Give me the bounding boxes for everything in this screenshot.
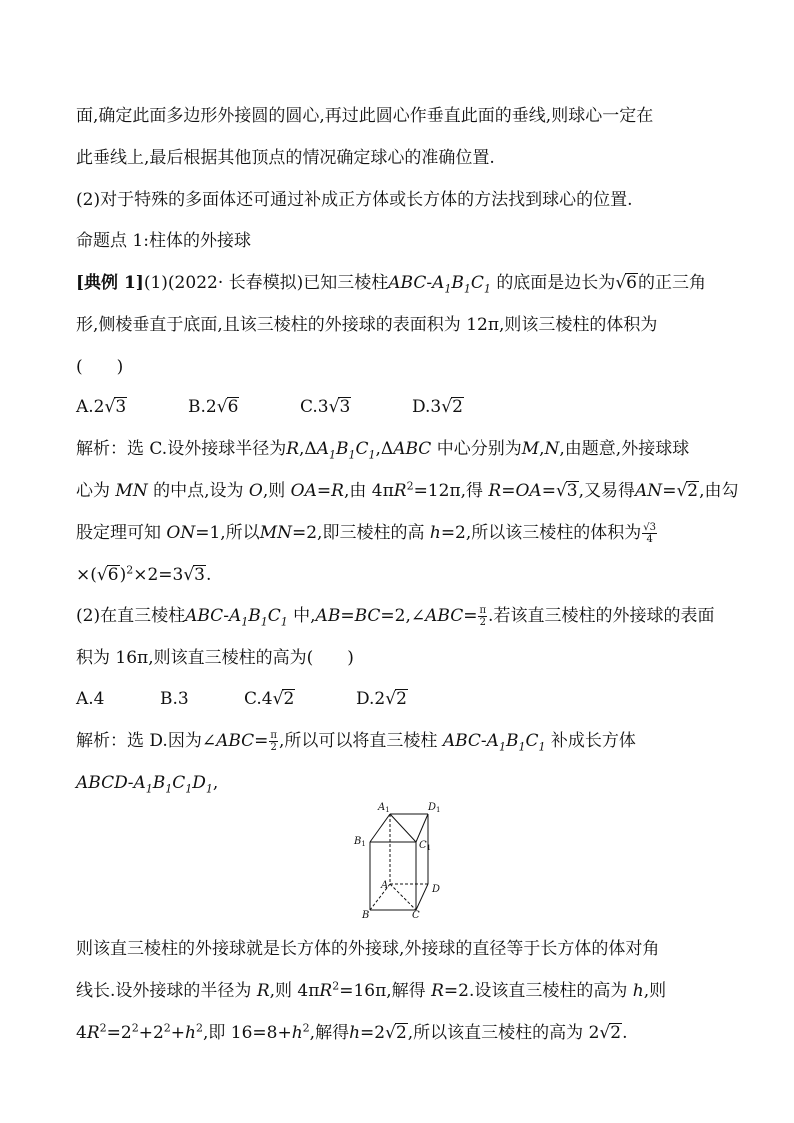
option-a: A.4 — [76, 689, 105, 709]
section-heading — [76, 229, 251, 253]
option-b: B.3 — [160, 689, 189, 709]
stem-text: (1)(2022· 长春模拟)已知三棱柱 — [143, 273, 389, 293]
option-b: B.2√6 — [188, 397, 239, 417]
stem-text: 的正三角 — [637, 273, 706, 293]
label-d1: $D_1$ — [428, 802, 441, 814]
paragraph-text: 面,确定此面多边形外接圆的圆心,再过此圆心作垂直此面的垂线,则球心一定在 — [76, 106, 654, 126]
solution-2-line-3: 则该直三棱柱的外接球就是长方体的外接球,外接球的直径等于长方体的体对角 — [76, 939, 660, 959]
solution-1-line-3: 股定理可知 ON=1,所以MN=2,即三棱柱的高 h=2,所以该三棱柱的体积为 $\frac{√3}{4}$ — [76, 522, 657, 545]
option-d: D.3√2 — [412, 397, 463, 417]
math-prism-top: $A_1B_1C_1$ — [432, 273, 491, 296]
example-2-stem-line-2: 积为 16π,则该直三棱柱的高为( ) — [76, 648, 354, 668]
option-a: A.2√3 — [76, 397, 127, 417]
solution-2-line-1: 解析：选 D.因为∠ABC= $\frac{\pi}{2}$ ,所以可以将直三棱柱 ABC-$A_1B_1C_1$ 补成长方体 — [76, 730, 636, 754]
option-c: C.3√3 — [300, 397, 351, 417]
example-label: [典例 1] — [76, 273, 144, 293]
solution-2-line-2: ABCD-$A_1B_1C_1D_1$, — [76, 773, 219, 796]
sqrt-6: √6 — [615, 273, 637, 293]
edge-a1b1 — [370, 814, 390, 842]
example-1-stem-line-2 — [76, 313, 657, 337]
label-d: D — [432, 884, 441, 895]
paren-text: ( ) — [76, 357, 124, 377]
edge-a1c1 — [390, 814, 416, 842]
solution-2-line-4: 线长.设外接球的半径为 R,则 $4\pi R^2=16\pi$,解得 R=2.设该直三棱柱的高为 h,则 — [76, 979, 667, 1001]
cuboid-figure — [340, 800, 450, 920]
text-line-1 — [76, 104, 653, 128]
label-c: C — [412, 910, 420, 920]
edge-ac — [390, 884, 416, 910]
example-1-stem-line-1: [典例 1](1)(2022· 长春模拟)已知三棱柱ABC-$A_1B_1C_1$ 的底面是边长为√6的正三角 — [76, 273, 706, 296]
text-line-3 — [76, 188, 632, 212]
solution-1-line-4: $\times(√6)^2\times 2=3√3$. — [76, 563, 212, 585]
label-b1: $B_1$ — [354, 836, 366, 848]
solution-1-line-1: 解析：选 C.设外接球半径为$R,\Delta A_1B_1C_1,\Delta ABC$ 中心分别为M,N,由题意,外接球球 — [76, 439, 690, 462]
edge-d1c1 — [416, 814, 428, 842]
option-d: D.2√2 — [356, 689, 407, 709]
label-b: B — [362, 910, 370, 920]
label-c1: $C_1$ — [419, 840, 432, 852]
paragraph-text: (2)对于特殊的多面体还可通过补成正方体或长方体的方法找到球心的位置. — [76, 190, 633, 210]
math-prism: ABC — [388, 273, 427, 293]
edge-cd — [416, 884, 428, 910]
solution-2-line-5: $4R^2=2^2+2^2+h^2$,即 $16=8+h^2$,解得h=2√2,所以该直三棱柱的高为 2√2. — [76, 1021, 628, 1043]
paragraph-text: 此垂线上,最后根据其他顶点的情况确定球心的准确位置. — [76, 148, 495, 168]
text-line-2 — [76, 146, 495, 170]
stem-text: 的底面是边长为 — [496, 273, 616, 293]
answer-paren — [76, 355, 123, 379]
solution-1-line-2: 心为 MN 的中点,设为 O,则 OA=R,由 $4\pi R^2=12\pi$,得 R=OA=√3,又易得AN=√2,由勾 — [76, 479, 739, 501]
stem-text: 形,侧棱垂直于底面,且该三棱柱的外接球的表面积为 12π,则该三棱柱的体积为 — [76, 315, 658, 335]
section-heading-text: 命题点 1:柱体的外接球 — [76, 231, 251, 251]
label-a: A — [381, 880, 389, 891]
label-a1: $A_1$ — [378, 802, 390, 814]
example-2-stem-line-1: (2)在直三棱柱ABC-$A_1B_1C_1$ 中,AB=BC=2,∠ABC= $\frac{\pi}{2}$ .若该直三棱柱的外接球的表面 — [76, 605, 715, 629]
option-c: C.4√2 — [244, 689, 295, 709]
